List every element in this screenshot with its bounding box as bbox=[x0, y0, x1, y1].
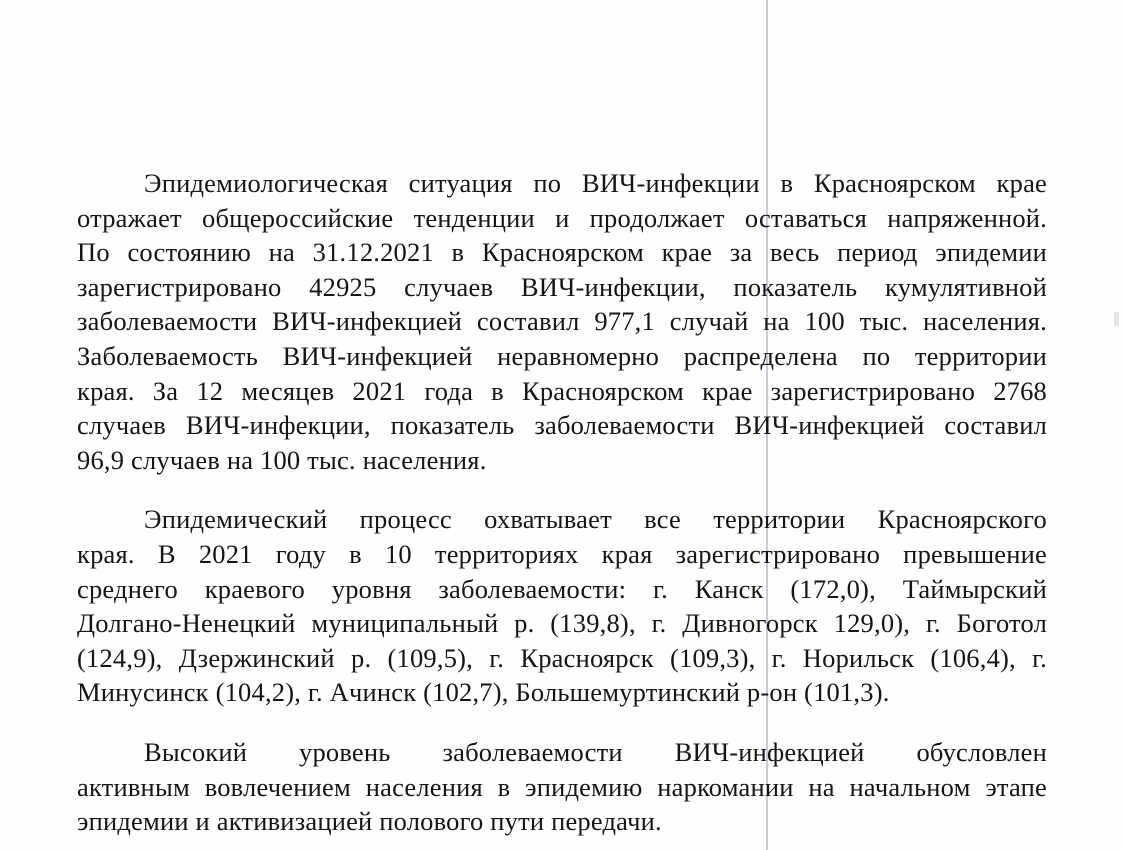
text-line: Заболеваемость ВИЧ-инфекцией неравномерно распределена по территории bbox=[77, 340, 1047, 371]
paragraph bbox=[77, 735, 1047, 839]
text-line: 96,9 случаев на 100 тыс. населения. bbox=[77, 444, 487, 475]
text-line: случаев ВИЧ-инфекции, показатель заболеваемости ВИЧ-инфекцией составил bbox=[77, 410, 1047, 441]
text-line: отражает общероссийские тенденции и продолжает оставаться напряженной. bbox=[77, 202, 1047, 233]
text-line: зарегистрировано 42925 случаев ВИЧ-инфекции, показатель кумулятивной bbox=[77, 271, 1047, 302]
paragraph bbox=[77, 166, 1047, 477]
scan-artifact bbox=[1114, 312, 1119, 326]
text-line: заболеваемости ВИЧ-инфекцией составил 977,1 случай на 100 тыс. населения. bbox=[77, 306, 1047, 337]
text-line: среднего краевого уровня заболеваемости: г. Канск (172,0), Таймырский bbox=[77, 573, 1047, 604]
text-line: По состоянию на 31.12.2021 в Красноярском крае за весь период эпидемии bbox=[77, 237, 1047, 268]
text-line: эпидемии и активизацией полового пути передачи. bbox=[77, 806, 662, 837]
text-line: Минусинск (104,2), г. Ачинск (102,7), Большемуртинский р-он (101,3). bbox=[77, 677, 890, 708]
text-line: Эпидемиологическая ситуация по ВИЧ-инфекции в Красноярском крае bbox=[144, 168, 1047, 198]
text-line: Долгано-Ненецкий муниципальный р. (139,8), г. Дивногорск 129,0), г. Боготол bbox=[77, 608, 1047, 639]
text-line: активным вовлечением населения в эпидемию наркомании на начальном этапе bbox=[77, 771, 1047, 802]
text-line: (124,9), Дзержинский р. (109,5), г. Красноярск (109,3), г. Норильск (106,4), г. bbox=[77, 642, 1047, 673]
text-line: Эпидемический процесс охватывает все территории Красноярского bbox=[144, 504, 1047, 535]
text-line: края. В 2021 году в 10 территориях края зарегистрировано превышение bbox=[77, 538, 1047, 569]
paragraph bbox=[77, 502, 1047, 710]
text-line: края. За 12 месяцев 2021 года в Красноярском крае зарегистрировано 2768 bbox=[77, 375, 1047, 406]
text-line: Высокий уровень заболеваемости ВИЧ-инфекцией обусловлен bbox=[144, 736, 1047, 767]
document-text bbox=[77, 166, 1047, 839]
